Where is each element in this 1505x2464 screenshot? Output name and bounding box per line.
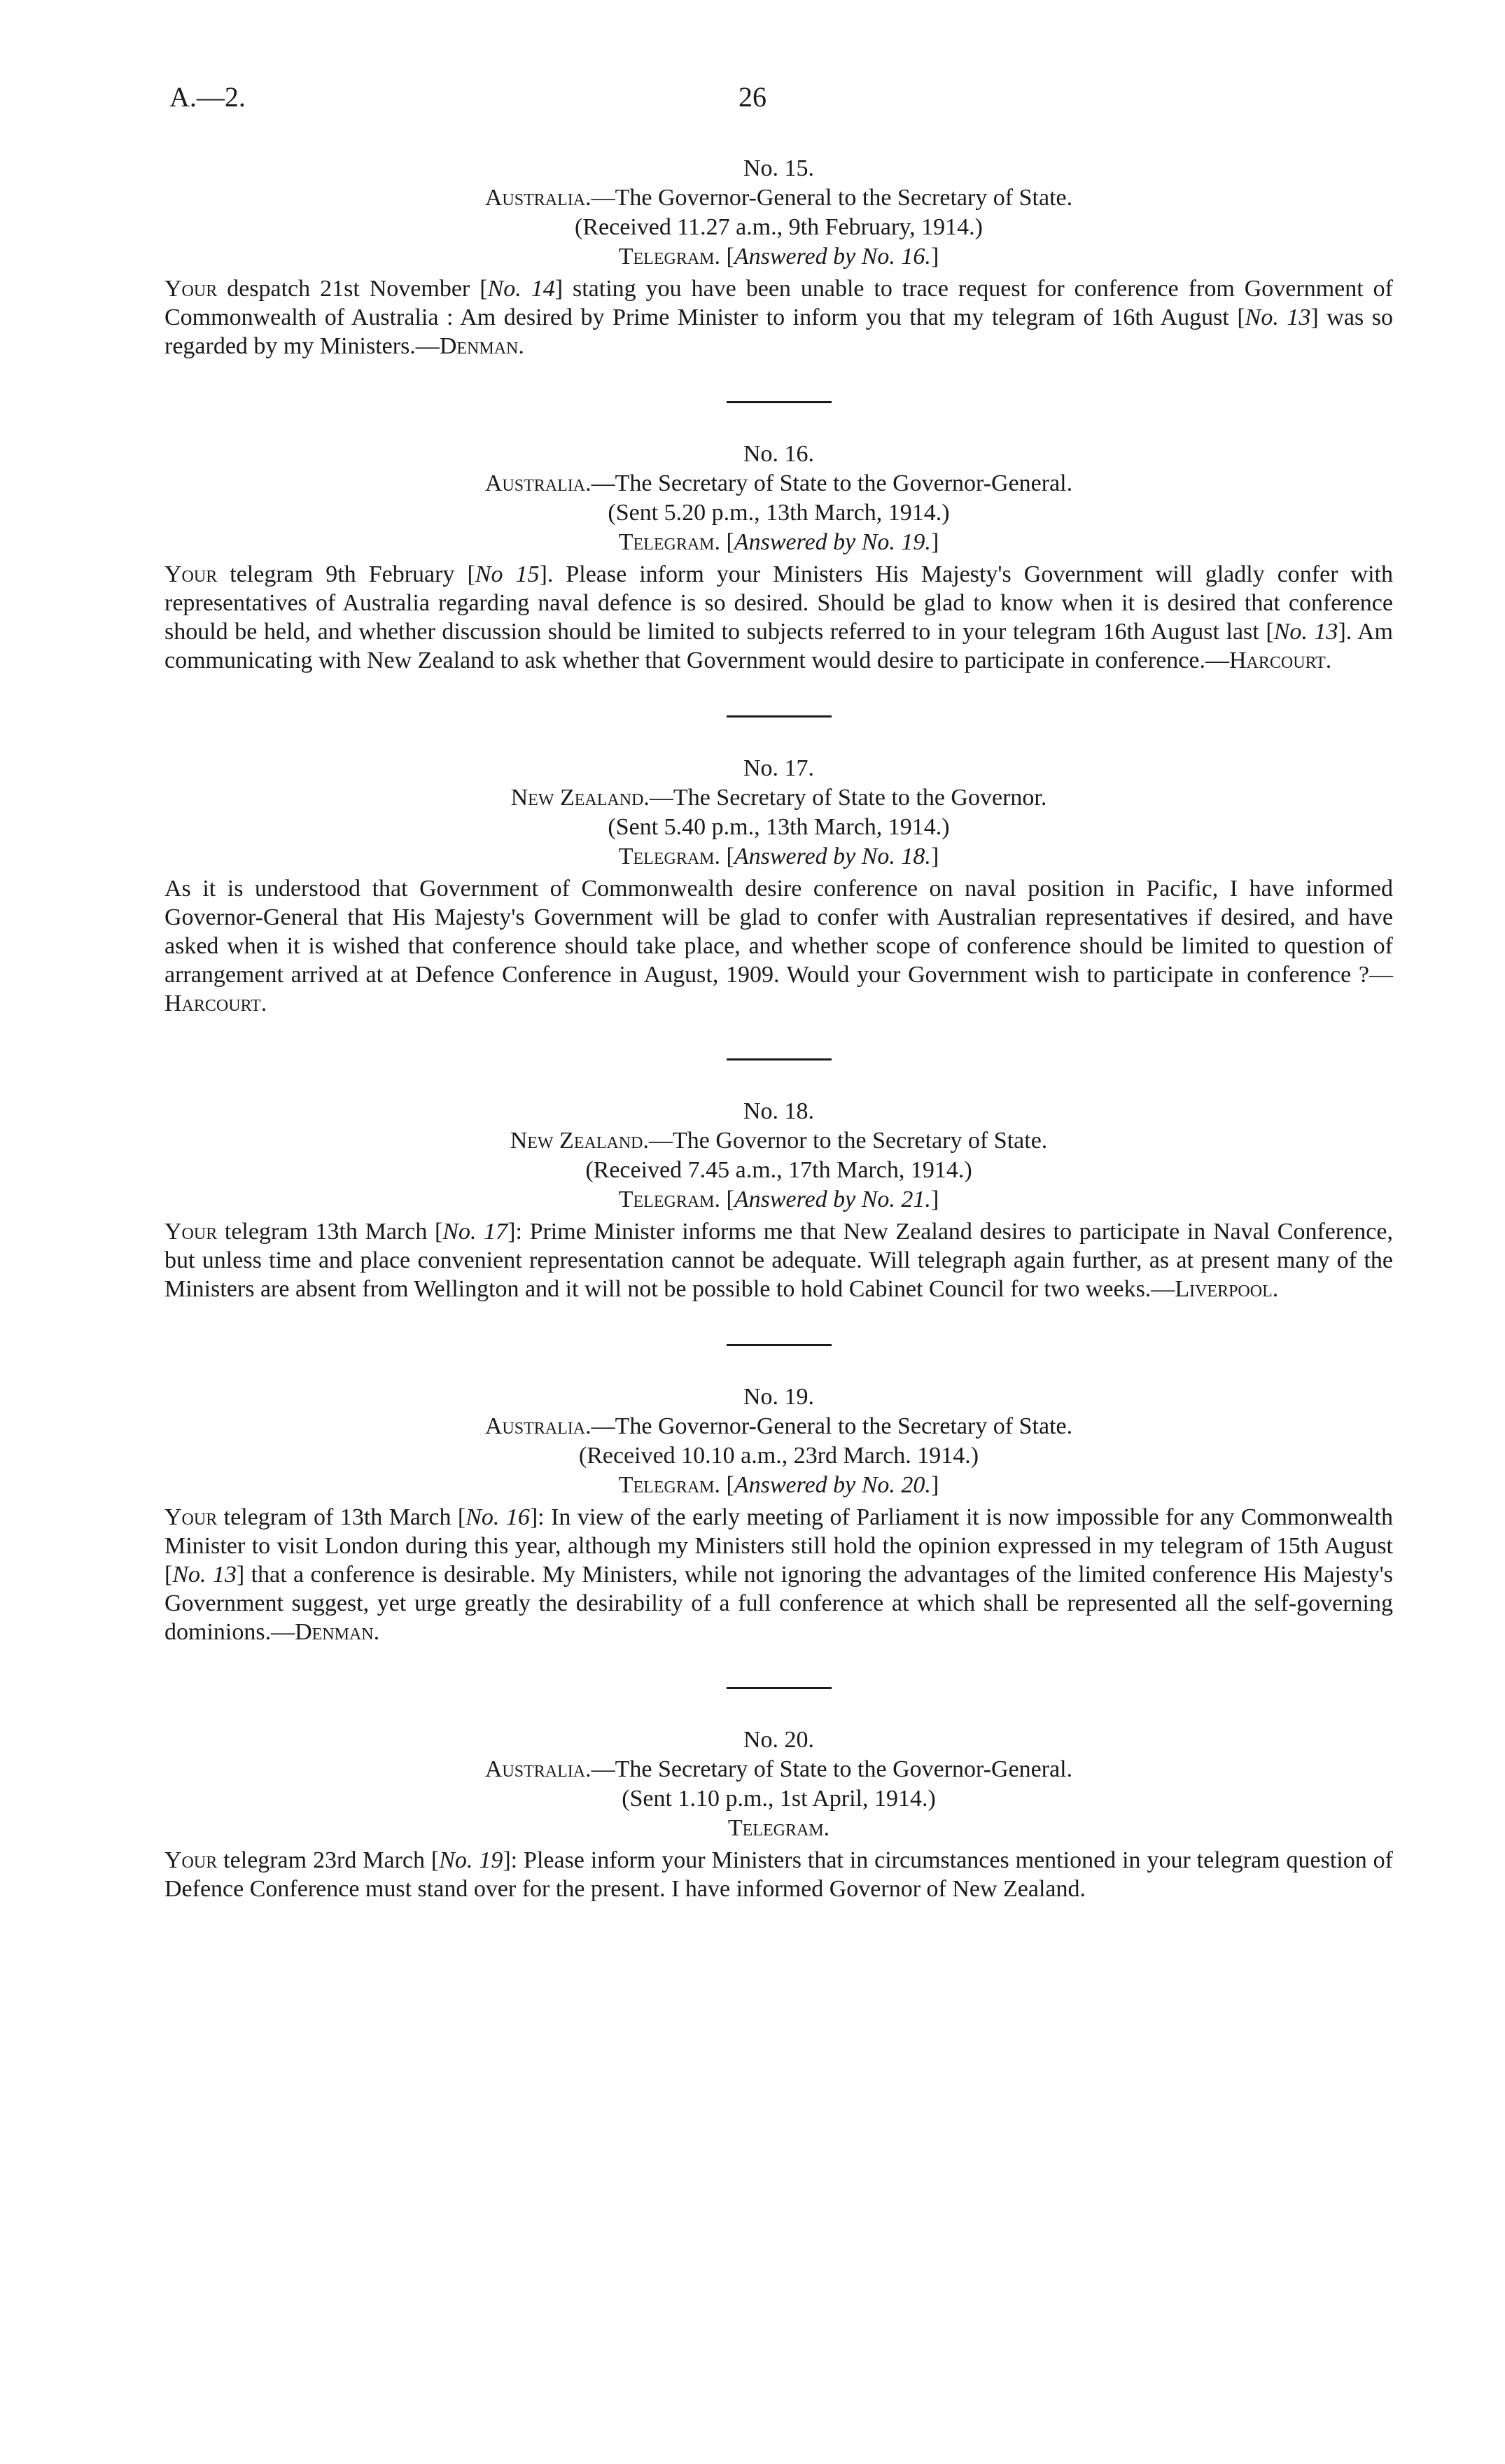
entry-no-16 [164, 440, 1393, 675]
section-divider [727, 1344, 832, 1346]
entry-kind: Telegram. [Answered by No. 21.] [618, 1186, 939, 1212]
entry-kind: Telegram. [Answered by No. 18.] [618, 844, 939, 869]
section-divider [727, 401, 832, 403]
entry-route: New Zealand.—The Governor to the Secretary of State. [510, 1128, 1048, 1154]
entry-number: No. 20. [743, 1727, 815, 1753]
entry-number: No. 19. [743, 1384, 815, 1410]
entry-text: Your telegram of 13th March [No. 16]: In view of the early meeting of Parliament it is now impossible for any Commonwealth Minister to visit London during this year, although my Ministers still hold the opinion expressed in my telegram of 15th August [No. 13] that a conference is desirable. My Ministers, while not ignoring the advantages of the limited conference His Majesty's Government suggest, yet urge greatly the desirability of a full conference at which shall be represented all the self-governing dominions.—Denman. [164, 1504, 1393, 1645]
section-divider [727, 1058, 832, 1060]
document-body [164, 140, 1393, 1903]
page-number: 26 [738, 81, 766, 113]
entry-no-18 [164, 1097, 1393, 1303]
entry-number: No. 15. [743, 155, 815, 181]
entry-number: No. 16. [743, 441, 815, 467]
entry-no-19 [164, 1382, 1393, 1646]
entry-route: Australia.—The Governor-General to the Secretary of State. [484, 185, 1073, 211]
entry-text: As it is understood that Government of Commonwealth desire conference on naval position in Pacific, I have informed Governor-General that His Majesty's Government will be glad to confer with Australian representatives if desired, and have asked when it is wished that conference should take place, and whether scope of conference should be limited to question of arrangement arrived at at Defence Conference in August, 1909. Would your Government wish to participate in conference ?—Harcourt. [164, 876, 1393, 1016]
page-header [0, 80, 1505, 122]
entry-number: No. 18. [743, 1098, 815, 1124]
entry-number: No. 17. [743, 755, 815, 781]
entry-kind: Telegram. [Answered by No. 20.] [618, 1472, 939, 1498]
entry-text: Your telegram 9th February [No 15]. Please inform your Ministers His Majesty's Government will gladly confer with representatives of Australia regarding naval defence is so desired. Should be glad to know when it is desired that conference should be held, and whether discussion should be limited to subjects referred to in your telegram 16th August last [No. 13]. Am communicating with New Zealand to ask whether that Government would desire to participate in conference.—Harcourt. [164, 561, 1394, 673]
entry-kind: Telegram. [Answered by No. 19.] [618, 529, 939, 555]
entry-no-15 [164, 154, 1393, 360]
entry-text: Your despatch 21st November [No. 14] stating you have been unable to trace request for conference from Government of Commonwealth of Australia : Am desired by Prime Minister to inform you that my telegram of 16th August [No. 13] was so regarded by my Ministers.—Denman. [164, 276, 1393, 359]
entry-text: Your telegram 13th March [No. 17]: Prime Minister informs me that New Zealand desires to participate in Naval Conference, but unless time and place convenient representation cannot be adequate. Will telegraph again further, as at present many of the Ministers are absent from Wellington and it will not be possible to hold Cabinet Council for two weeks.—Liverpool. [164, 1219, 1393, 1302]
entry-route: New Zealand.—The Secretary of State to the Governor. [510, 785, 1047, 811]
entry-date: (Received 11.27 a.m., 9th February, 1914.) [575, 214, 983, 240]
entry-kind: Telegram. [727, 1815, 830, 1841]
entry-date: (Sent 1.10 p.m., 1st April, 1914.) [622, 1786, 936, 1812]
section-divider [727, 715, 832, 718]
entry-route: Australia.—The Secretary of State to the Governor-General. [484, 470, 1073, 496]
document-reference: A.—2. [169, 81, 246, 113]
entry-text: Your telegram 23rd March [No. 19]: Please inform your Ministers that in circumstances mentioned in your telegram question of Defence Conference must stand over for the present. I have informed Governor of New Zealand. [164, 1847, 1393, 1902]
entry-date: (Sent 5.40 p.m., 13th March, 1914.) [608, 814, 950, 840]
section-divider [727, 1687, 832, 1689]
entry-kind: Telegram. [Answered by No. 16.] [618, 244, 939, 270]
entry-route: Australia.—The Governor-General to the Secretary of State. [484, 1413, 1073, 1439]
entry-date: (Sent 5.20 p.m., 13th March, 1914.) [608, 500, 950, 526]
entry-no-20 [164, 1726, 1393, 1903]
entry-no-17 [164, 754, 1393, 1018]
entry-date: (Received 10.10 a.m., 23rd March. 1914.) [578, 1443, 979, 1469]
entry-route: Australia.—The Secretary of State to the Governor-General. [484, 1756, 1073, 1782]
entry-date: (Received 7.45 a.m., 17th March, 1914.) [585, 1157, 972, 1183]
